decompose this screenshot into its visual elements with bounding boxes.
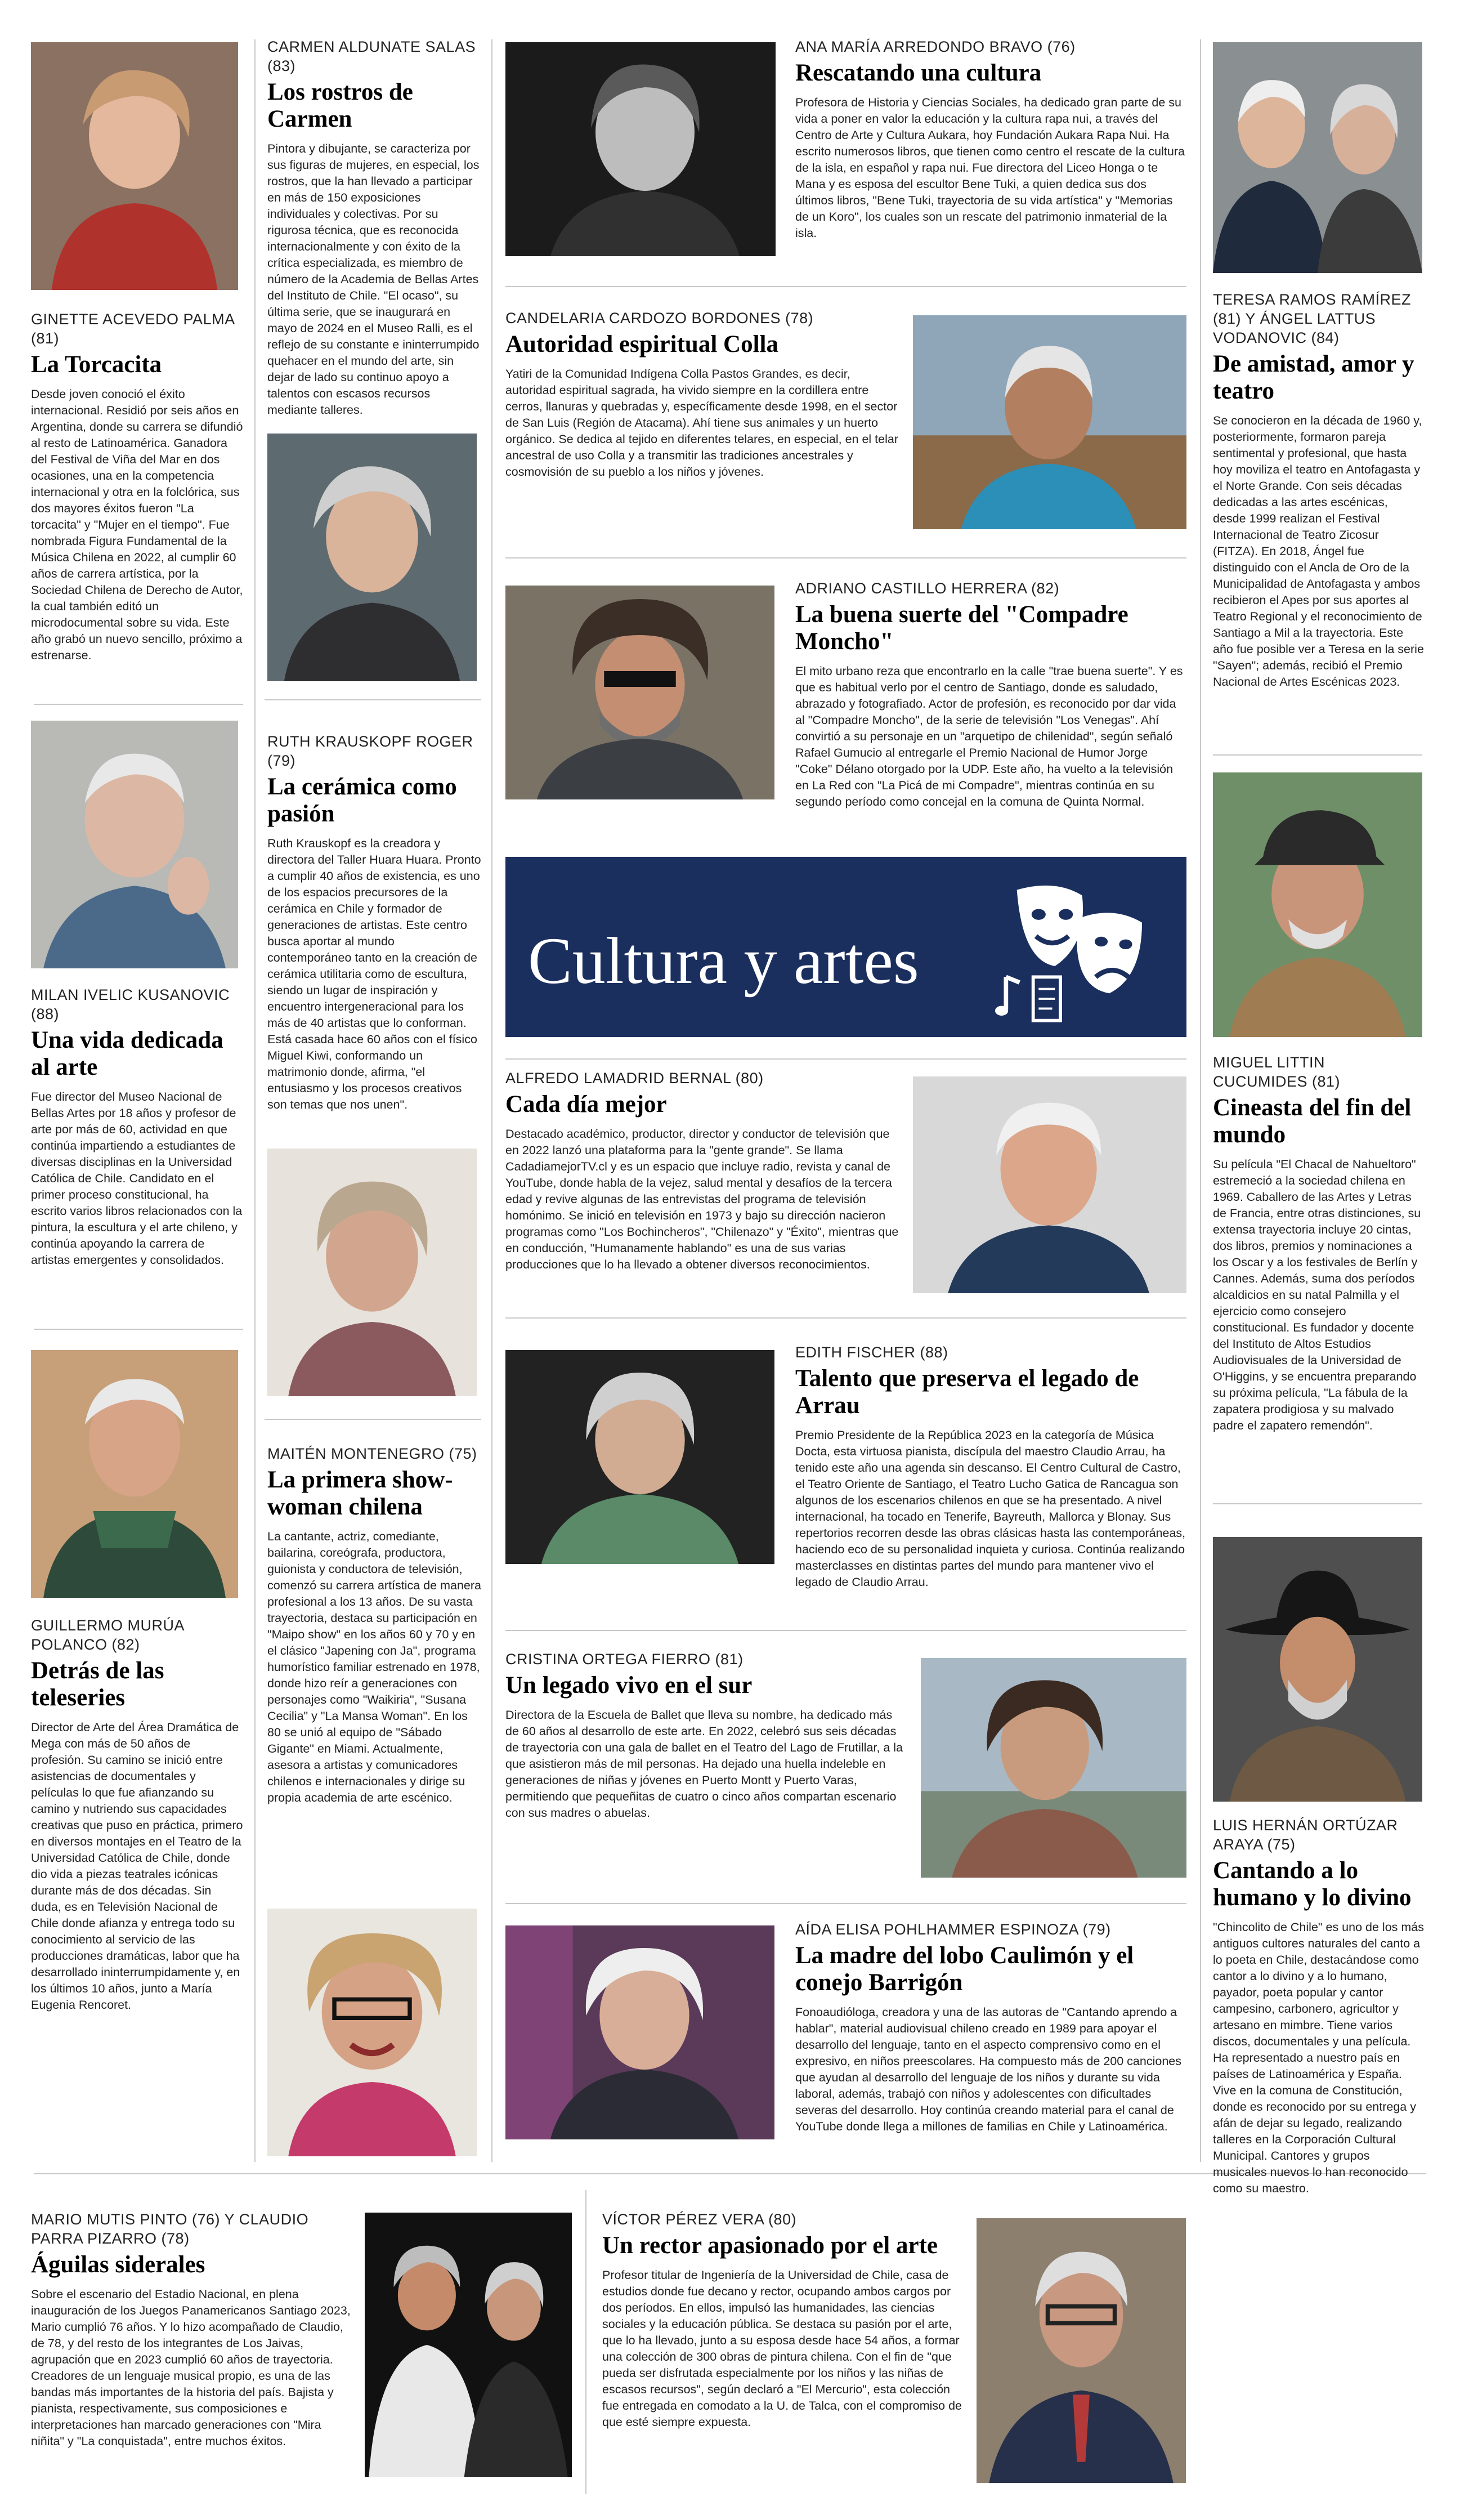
article-body: Desde joven conoció el éxito internacional. Residió por seis años en Argentina, donde su carrera se difundió al resto de Latinoamérica. Ganadora del Festival de Viña del Mar en dos ocasiones, una en la competencia internacional y otra en la folclórica, sus dos mayores éxitos fueron "La torcacita" y "Mujer en el tiempo". Fue nombrada Figura Fundamental de la Música Chilena en 2022, al cumplir 60 años de carrera artística, por la Sociedad Chilena de Derecho de Autor, la cual también editó un microdocumental sobre su vida. Este año grabó un nuevo sencillo, próximo a estrenarse. xyxy=(31,387,243,662)
person-name: AÍDA ELISA POHLHAMMER ESPINOZA (79) xyxy=(795,1921,1111,1938)
theater-masks-icon xyxy=(973,868,1181,1031)
person-name: MIGUEL LITTIN CUCUMIDES (81) xyxy=(1213,1054,1341,1090)
article-body: Destacado académico, productor, director y conductor de televisión que en 2022 lanzó una plataforma para la "gente grande". Se llama CadadiamejorTV.cl y es un espacio que incluye radio, revista y canal de YouTube, donde habla de la vejez, salud mental y desafíos de la tercera edad y revive algunas de las entrevistas del programa de televisión homónimo. Se inició en televisión en 1973 y bajo su dirección nacieron programas como "Los Bochincheros", "Chilenazo" y "Éxito", mientras que en conducción, "Humanamente hablando" es una de sus varias producciones que lo ha llevado a obtener diversos reconocimientos. xyxy=(505,1127,899,1271)
article xyxy=(31,985,244,1268)
article-title: Talento que preserva el legado de Arrau xyxy=(795,1365,1139,1419)
article-title: De amistad, amor y teatro xyxy=(1213,351,1414,404)
portrait-photo xyxy=(913,1076,1186,1293)
article xyxy=(267,37,481,418)
article-body: Director de Arte del Área Dramática de Mega con más de 50 años de profesión. Su camino se inició entre asistencias de documentales y películas lo que fue afianzando su camino y nutriendo sus capacidades creativas que puso en práctica, primero en diversos montajes en el Teatro de la Universidad Católica de Chile, donde dio vida a piezas teatrales icónicas durante más de dos décadas. Sin duda, es en Televisión Nacional de Chile donde afianza y entrega todo su conocimiento al servicio de las producciones dramáticas, labor que ha desarrollado ininterrumpidamente y, en los últimos 10 años, junto a María Eugenia Rencoret. xyxy=(31,1721,243,2012)
article-body: Directora de la Escuela de Ballet que lleva su nombre, ha dedicado más de 60 años al desarrollo de este arte. En 2022, celebró sus seis décadas de trayectoria con una gala de ballet en el Teatro del Lago de Frutillar, a la que asistieron más de mil personas. Ha dejado una huella indeleble en generaciones de niñas y jóvenes en Puerto Montt y Puerto Varas, permitiendo que pequeñitas de cuatro o cinco años compartan escenario con sus madres o abuelas. xyxy=(505,1708,903,1820)
portrait-photo xyxy=(977,2218,1186,2483)
article-title: Cineasta del fin del mundo xyxy=(1213,1094,1412,1148)
portrait-photo xyxy=(921,1658,1186,1878)
portrait-photo xyxy=(505,1350,774,1564)
column-divider xyxy=(1200,39,1201,2162)
article-title: La cerámica como pasión xyxy=(267,774,457,827)
person-name: MARIO MUTIS PINTO (76) Y CLAUDIO PARRA PIZARRO (78) xyxy=(31,2211,309,2247)
portrait-photo xyxy=(1213,772,1422,1037)
article-body: Se conocieron en la década de 1960 y, posteriormente, formaron pareja sentimental y profesional, que hasta hoy moviliza el teatro en Antofagasta y el Norte Grande. Con seis décadas dedicadas a las artes escénicas, desde 1999 realizan el Festival Internacional de Teatro Zicosur (FITZA). En 2018, Ángel fue distinguido con el Ancla de Oro de la Municipalidad de Antofagasta y ambos recibieron el Apes por sus aportes al Teatro Regional y el reconocimiento de Santiago a Mil a la trayectoria. Este año fue posible ver a Teresa en la serie "Sayen"; además, recibió el Premio Nacional de Artes Escénicas 2023. xyxy=(1213,414,1424,689)
article-title: Detrás de las teleseries xyxy=(31,1657,164,1711)
article-body: Pintora y dibujante, se caracteriza por sus figuras de mujeres, en especial, los rostros, que la han llevado a participar en más de 150 exposiciones individuales y colectivas. Por su rigurosa técnica, que es reconocida internacionalmente y con éxito de la crítica especializada, es miembro de número de la Academia de Bellas Artes del Instituto de Chile. "El ocaso", su última serie, que se inaugurará en mayo de 2024 en el Museo Ralli, es el reflejo de su constante e ininterrumpido quehacer en el mundo del arte, sin dejar de lado su continuo apoyo a talentos con escasos recursos mediante talleres. xyxy=(267,142,480,417)
column-divider xyxy=(254,39,256,2162)
person-name: VÍCTOR PÉREZ VERA (80) xyxy=(602,2211,797,2228)
person-name: CANDELARIA CARDOZO BORDONES (78) xyxy=(505,310,814,327)
article-title: Autoridad espiritual Colla xyxy=(505,331,778,358)
row-divider xyxy=(505,1630,1186,1631)
column-divider xyxy=(585,2190,586,2494)
article-body: Premio Presidente de la República 2023 en la categoría de Música Docta, esta virtuosa pianista, discípula del maestro Claudio Arrau, ha tenido este año una agenda sin descanso. El Centro Cultural de Castro, el Teatro Oriente de Santiago, el Teatro Lucho Gatica de Rancagua son algunos de los escenarios chilenos en que se ha presentado. A nivel internacional, ha tocado en Tenerife, Bayreuth, Mallorca y Blonay. Sus repertorios recorren desde las obras clásicas hasta las contemporáneas, haciendo eco de su personalidad inquieta y curiosa. Continúa realizando masterclasses en distintas partes del mundo para mantener vivo el legado de Claudio Arrau. xyxy=(795,1428,1186,1589)
article-title: La Torcacita xyxy=(31,351,162,378)
row-divider xyxy=(505,286,1186,287)
article xyxy=(267,732,481,1113)
person-name: RUTH KRAUSKOPF ROGER (79) xyxy=(267,733,473,769)
portrait-photo xyxy=(31,42,238,290)
portrait-photo xyxy=(1213,1537,1422,1802)
person-name: CARMEN ALDUNATE SALAS (83) xyxy=(267,38,476,74)
article-title: Rescatando una cultura xyxy=(795,60,1042,86)
portrait-photo xyxy=(267,1149,477,1396)
row-divider xyxy=(1213,754,1422,756)
article xyxy=(795,37,1186,242)
article-title: La madre del lobo Caulimón y el conejo Barrigón xyxy=(795,1942,1134,1996)
article-title: Un rector apasionado por el arte xyxy=(602,2232,938,2259)
article-title: Una vida dedicada al arte xyxy=(31,1027,223,1080)
portrait-photo xyxy=(505,1925,774,2139)
article-title: La primera show-woman chilena xyxy=(267,1467,453,1520)
section-title: Cultura y artes xyxy=(528,924,919,998)
article-body: Fonoaudióloga, creadora y una de las autoras de "Cantando aprendo a hablar", material audiovisual chileno creado en 1989 para apoyar el desarrollo del lenguaje, tanto en el aspecto comprensivo como en el expresivo, en niños preescolares. Ha compuesto más de 200 canciones que ayudan al desarrollo del lenguaje de los niños y durante su vida laboral, además, trabajó con niños y adolescentes con dificultades severas del desarrollo. Hoy continúa creando material para el canal de YouTube donde llega a millones de familias en Chile y Latinoamérica. xyxy=(795,2005,1181,2133)
portrait-photo xyxy=(267,434,477,681)
person-name: EDITH FISCHER (88) xyxy=(795,1344,948,1361)
article-body: Sobre el escenario del Estadio Nacional, en plena inauguración de los Juegos Panamericanos Santiago 2023, Mario cumplió 76 años. Y lo hizo acompañado de Claudio, de 78, y del resto de los integrantes de Los Jaivas, agrupación que en 2023 cumplió 60 años de trayectoria. Creadores de un lenguaje musical propio, es una de las bandas más importantes de la historia del país. Bajista y pianista, respectivamente, sus composiciones e interpretaciones han marcado generaciones con "Mira niñita" y "La conquistada", entre muchos éxitos. xyxy=(31,2287,351,2448)
article xyxy=(795,1343,1186,1590)
article-body: El mito urbano reza que encontrarlo en la calle "trae buena suerte". Y es que es habitual verlo por el centro de Santiago, donde es saludado, abrazado y fotografiado. Actor de profesión, es reconocido por dar vida al "Compadre Moncho", de la serie de televisión "Los Venegas". Ahí convirtió a su personaje en un "arquetipo de chilenidad", según señaló Rafael Gumucio al entregarle el Premio Nacional de Humor Jorge "Coke" Délano otorgado por la UDP. Este año, ha vuelto a la televisión en La Red con "La Picá de mi Compadre", mientras continúa en su segundo período como concejal en la comuna de Quinta Normal. xyxy=(795,664,1183,808)
row-divider xyxy=(505,557,1186,558)
column-divider xyxy=(491,39,492,2162)
article xyxy=(31,1616,244,2013)
row-divider xyxy=(505,1903,1186,1904)
article-body: Profesora de Historia y Ciencias Sociales, ha dedicado gran parte de su vida a poner en valor la educación y la cultura rapa nui, a través del Centro de Arte y Cultura Aukara, hoy Fundación Aukara Rapa Nui. Ha escrito numerosos libros, que tienen como centro el rescate de la cultura de la isla, en español y rapa nui. Fue directora del Liceo Honga o te Mana y es esposa del escultor Bene Tuki, a quien dedica sus dos últimos libros, "Bene Tuki, trayectoria de su vida artística" y "Memorias de un Koro", los cuales son un rescate del patrimonio inmaterial de la isla. xyxy=(795,96,1185,240)
row-divider xyxy=(265,699,481,700)
row-divider xyxy=(265,1419,481,1420)
article xyxy=(1213,1053,1424,1434)
portrait-photo xyxy=(1213,42,1422,273)
article-body: Ruth Krauskopf es la creadora y directora del Taller Huara Huara. Pronto a cumplir 40 años de existencia, es uno de los espacios precursores de la cerámica en Chile y formador de generaciones de artistas. Este centro busca aportar al mundo contemporáneo tanto en la creación de cerámica utilitaria como de escultura, siendo un lugar de inspiración y encuentro intergeneracional para los más de 40 artistas que lo conforman. Está casada hace 60 años con el físico Miguel Kiwi, conformando un matrimonio donde, afirma, "el entusiasmo y los procesos creativos son temas que nos unen". xyxy=(267,837,481,1111)
article xyxy=(31,2210,355,2450)
portrait-photo xyxy=(505,586,774,799)
article xyxy=(602,2210,965,2430)
article-body: Profesor titular de Ingeniería de la Universidad de Chile, casa de estudios donde fue decano y rector, ocupando ambos cargos por dos períodos. En ellos, impulsó las humanidades, las ciencias sociales y la educación pública. Se destaca su pasión por el arte, que lo ha llevado, junto a su esposa desde hace 54 años, a formar una colección de 300 obras de pintura chilena. Con el fin de "que pueda ser disfrutada especialmente por los niños y las niñas de escasos recursos", según declaró a "El Mercurio", esta colección fue entregada en comodato a la U. de Talca, con el compromiso de que esté siempre expuesta. xyxy=(602,2268,962,2429)
portrait-photo xyxy=(365,2213,572,2477)
row-divider xyxy=(34,704,243,705)
article xyxy=(795,579,1186,810)
article xyxy=(1213,290,1424,690)
article xyxy=(795,1920,1186,2135)
row-divider xyxy=(505,1058,1186,1060)
article-body: Su película "El Chacal de Nahueltoro" estremeció a la sociedad chilena en 1969. Caballero de las Artes y Letras de Francia, entre otras distinciones, su extensa trayectoria incluye 20 cintas, dos libros, premios y nominaciones a los Oscar y a los festivales de Berlín y Cannes. Además, suma dos períodos alcaldicios en su natal Palmilla y el ejercicio como consejero constitucional. Es fundador y docente del Instituto de Altos Estudios Audiovisuales de la Universidad de O'Higgins, y se encuentra preparando su próxima película, "La fábula de la zapatera prodigiosa y su malvado padre el zapatero remendón". xyxy=(1213,1158,1421,1432)
person-name: ANA MARÍA ARREDONDO BRAVO (76) xyxy=(795,38,1076,55)
article-body: Fue director del Museo Nacional de Bellas Artes por 18 años y profesor de arte por más de 60, actividad en que continúa impartiendo a estudiantes de diversas disciplinas en la Universidad Católica de Chile. Candidato en el primer proceso constitucional, ha escrito varios libros relacionados con la pintura, la escultura y el arte chileno, y continúa apoyando la carrera de artistas emergentes y consolidados. xyxy=(31,1090,243,1267)
section-banner xyxy=(505,857,1186,1037)
article-title: Cantando a lo humano y lo divino xyxy=(1213,1857,1412,1911)
row-divider xyxy=(1213,1503,1422,1504)
person-name: MILAN IVELIC KUSANOVIC (88) xyxy=(31,986,230,1022)
article-title: La buena suerte del "Compadre Moncho" xyxy=(795,601,1128,655)
article xyxy=(505,1650,908,1821)
portrait-photo xyxy=(267,1909,477,2156)
person-name: TERESA RAMOS RAMÍREZ (81) Y ÁNGEL LATTUS VODANOVIC (84) xyxy=(1213,291,1412,346)
row-divider xyxy=(34,1329,243,1330)
person-name: LUIS HERNÁN ORTÚZAR ARAYA (75) xyxy=(1213,1817,1398,1853)
row-divider xyxy=(505,1317,1186,1319)
article-title: Un legado vivo en el sur xyxy=(505,1672,753,1699)
article xyxy=(505,1069,899,1273)
article xyxy=(505,309,899,480)
portrait-photo xyxy=(31,1350,238,1598)
person-name: ALFREDO LAMADRID BERNAL (80) xyxy=(505,1070,764,1087)
person-name: CRISTINA ORTEGA FIERRO (81) xyxy=(505,1651,744,1668)
article-body: Yatiri de la Comunidad Indígena Colla Pastos Grandes, es decir, autoridad espiritual sagrada, ha vivido siempre en la cordillera entre cerros, llanuras y quebradas y, específicamente desde 1998, en el sector de San Luis (Región de Atacama). Ahí tiene sus animales y un huerto orgánico. Se dedica al tejido en diferentes telares, en especial, en el telar ancestral de uso Colla y a transmitir las tradiciones ancestrales y cosmovisión de su pueblo a los niños y jóvenes. xyxy=(505,367,898,479)
article xyxy=(31,310,244,664)
portrait-photo xyxy=(505,42,776,256)
article xyxy=(267,1444,481,1806)
portrait-photo xyxy=(31,721,238,968)
article-title: Cada día mejor xyxy=(505,1091,667,1118)
person-name: MAITÉN MONTENEGRO (75) xyxy=(267,1445,477,1462)
article xyxy=(1213,1816,1424,2197)
article-title: Águilas siderales xyxy=(31,2251,205,2278)
person-name: GINETTE ACEVEDO PALMA (81) xyxy=(31,311,235,347)
article-body: "Chincolito de Chile" es uno de los más antiguos cultores naturales del canto a lo poeta en Chile, destacándose como cantor a lo divino y a lo humano, payador, poeta popular y cantor campesino, carbonero, agricultor y artesano en mimbre. Tiene varios discos, documentales y una película. Ha representado a nuestro país en países de Latinoamérica y España. Vive en la comuna de Constitución, donde es reconocido por su entrega y afán de dejar su legado, realizando talleres en la Corporación Cultural Municipal. Cantores y grupos musicales nuevos lo han reconocido como su maestro. xyxy=(1213,1920,1424,2195)
article-title: Los rostros de Carmen xyxy=(267,79,413,132)
article-body: La cantante, actriz, comediante, bailarina, coreógrafa, productora, guionista y conductora de televisión, comenzó su carrera artística de manera profesional a los 13 años. De su vasta trayectoria, destaca su participación en "Maipo show" en los años 60 y 70 y en el clásico "Japening con Ja", programa humorístico familiar estrenado en 1978, donde hizo reír a generaciones con personajes como "Waikiria", "Susana Cecilia" y "La Mansa Woman". En los 80 se unió al equipo de "Sábado Gigante" en Miami. Actualmente, asesora a artistas y comunicadores chilenos e internacionales y dirige su propia academia de arte escénico. xyxy=(267,1530,481,1804)
portrait-photo xyxy=(913,315,1186,529)
person-name: GUILLERMO MURÚA POLANCO (82) xyxy=(31,1617,184,1653)
person-name: ADRIANO CASTILLO HERRERA (82) xyxy=(795,580,1060,597)
